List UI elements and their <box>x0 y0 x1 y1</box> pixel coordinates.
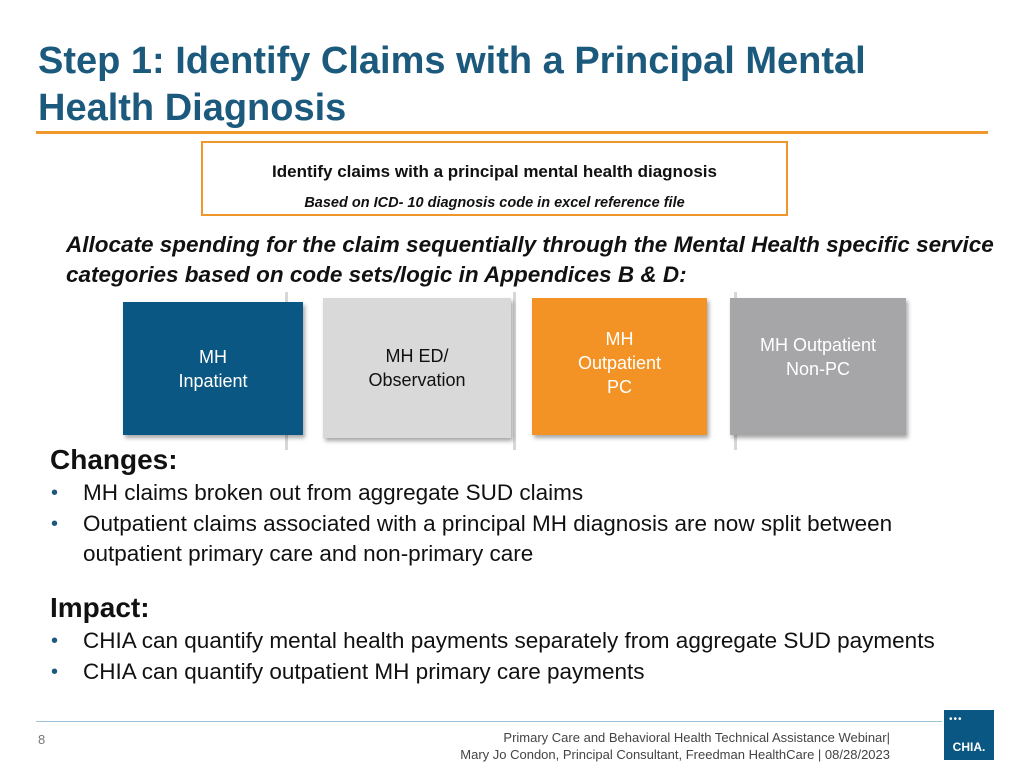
changes-heading: Changes: <box>50 444 178 475</box>
callout-box <box>201 141 788 216</box>
footer-text <box>380 729 890 763</box>
category-box-mh-inpatient <box>123 302 303 435</box>
bullet-text: MH claims broken out from aggregate SUD claims <box>83 480 584 505</box>
list-item <box>50 509 980 570</box>
allocate-statement: Allocate spending for the claim sequentially through the Mental Health specific service categories based on code sets/logic in Appendices B & D: <box>66 232 994 287</box>
slide-title: Step 1: Identify Claims with a Principal Mental Health Diagnosis <box>38 40 866 129</box>
category-label: MH Outpatient PC <box>577 328 662 397</box>
impact-heading: Impact: <box>50 592 150 623</box>
connector-line <box>513 292 516 450</box>
list-item <box>50 626 980 657</box>
list-item <box>50 657 980 688</box>
bullet-icon: • <box>51 660 59 683</box>
bullet-text: CHIA can quantify outpatient MH primary care payments <box>83 658 645 684</box>
changes-list <box>50 478 980 570</box>
category-label: MH Outpatient Non-PC <box>759 334 877 379</box>
callout-main-text: Identify claims with a principal mental health diagnosis <box>272 162 717 181</box>
logo-text: CHIA. <box>952 740 986 754</box>
category-label: MH ED/ Observation <box>368 346 466 390</box>
impact-list <box>50 626 980 687</box>
bullet-icon: • <box>51 482 59 504</box>
chia-logo <box>944 710 994 760</box>
callout-sub-text: Based on ICD- 10 diagnosis code in excel reference file <box>304 195 685 211</box>
category-box-mh-outpatient-non-pc <box>730 298 906 435</box>
bullet-text: CHIA can quantify mental health payments separately from aggregate SUD payments <box>83 628 935 653</box>
footer-divider <box>36 721 942 722</box>
bullet-icon: • <box>51 630 59 652</box>
category-box-mh-outpatient-pc <box>532 298 707 435</box>
bullet-icon: • <box>51 512 59 535</box>
footer-line-1: Primary Care and Behavioral Health Technical Assistance Webinar| <box>503 730 890 745</box>
page-number: 8 <box>38 732 46 747</box>
logo-dots-icon: ••• <box>949 714 963 725</box>
footer-line-2: Mary Jo Condon, Principal Consultant, Freedman HealthCare | 08/28/2023 <box>460 747 890 762</box>
list-item <box>50 478 980 509</box>
category-label: MH Inpatient <box>178 346 248 391</box>
category-box-mh-ed-observation <box>323 298 511 438</box>
title-underline <box>36 131 988 134</box>
bullet-text: Outpatient claims associated with a principal MH diagnosis are now split between outpatient primary care and non-primary care <box>83 510 893 566</box>
